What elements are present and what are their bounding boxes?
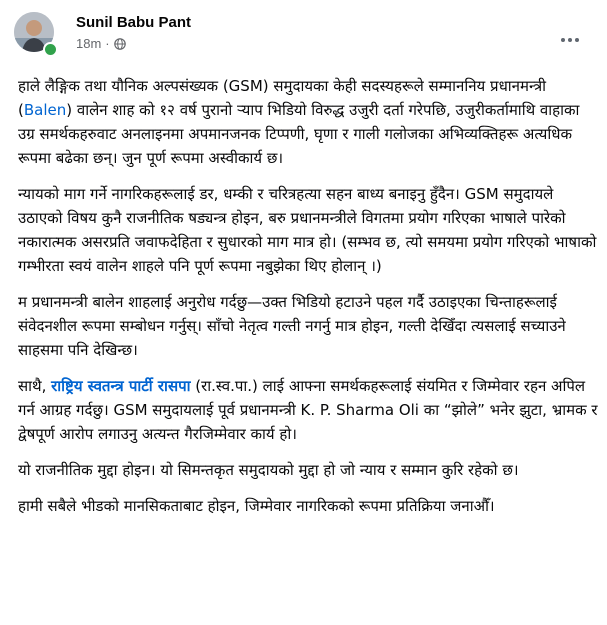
online-status-icon bbox=[43, 42, 58, 57]
mention-link[interactable]: Balen bbox=[23, 101, 67, 119]
paragraph-text: हामी सबैले भीडको मानसिकताबाट होइन, जिम्मेवार नागरिकको रूपमा प्रतिक्रिया जनाऔँ। bbox=[18, 497, 495, 515]
paragraph-text: न्यायको माग गर्ने नागरिकहरूलाई डर, धम्की र चरित्रहत्या सहन बाध्य बनाइनु हुँदैन। GSM समुदायले उठाएको विषय कुनै राजनीतिक षड्यन्त्र होइन, बरु प्रधानमन्त्रीले विगतमा प्रयोग गरिएका भाषाले पारेको नकारात्मक असरप्रति जवाफदेहिता र सुधारको माग मात्र हो। (सम्भव छ, त्यो समयमा प्रयोग गरिएको भाषाको गम्भीरता स्वयं वालेन शाहले पनि पूर्ण रूपमा नबुझेका थिए होलान् ।) bbox=[18, 185, 597, 275]
post-paragraph bbox=[18, 182, 598, 278]
post-meta bbox=[76, 36, 126, 51]
paragraph-text: साथै, bbox=[18, 377, 52, 395]
paragraph-text: हाले लैङ्गिक तथा यौनिक अल्पसंख्यक (GSM) समुदायका केही सदस्यहरूले सम्माननिय प्रधानमन्त्री ( bbox=[18, 77, 547, 119]
meta-separator: · bbox=[105, 36, 110, 51]
page-mention-link[interactable]: राष्ट्रिय स्वतन्त्र पार्टी रासपा bbox=[51, 377, 191, 395]
post-paragraph bbox=[18, 494, 598, 518]
paragraph-text: (रा.स्व.पा.) लाई आफ्ना समर्थकहरूलाई संयमित र जिम्मेवार रहन अपिल गर्न आग्रह गर्दछु। GSM समुदायलाई पूर्व प्रधानमन्त्री K. P. Sharma Oli का “झोले” भनेर झुटा, भ्रामक र द्वेषपूर्ण आरोप लगाउनु अत्यन्त गैरजिम्मेवार कार्य हो। bbox=[18, 377, 598, 443]
globe-icon[interactable] bbox=[114, 38, 126, 50]
author-name[interactable]: Sunil Babu Pant bbox=[76, 14, 192, 31]
post-paragraph bbox=[18, 458, 598, 482]
paragraph-text: यो राजनीतिक मुद्दा होइन। यो सिमन्तकृत समुदायको मुद्दा हो जो न्याय र सम्मान कुरि रहेको छ। bbox=[18, 461, 519, 479]
paragraph-text: ) वालेन शाह को १२ वर्ष पुरानो र्‍याप भिडियो विरुद्ध उजुरी दर्ता गरेपछि, उजुरीकर्तामाथि वाहाका उग्र समर्थकहरुवाट अनलाइनमा अपमानजनक टिप्पणी, घृणा र गाली गलोजका अभिव्यक्तिहरू अत्यधिक रूपमा बढेका छन्। जुन पूर्ण रूपमा अस्वीकार्य छ। bbox=[18, 101, 580, 167]
post-timestamp[interactable]: 18m bbox=[76, 36, 102, 51]
post-paragraph bbox=[18, 374, 598, 446]
paragraph-text: म प्रधानमन्त्री बालेन शाहलाई अनुरोध गर्दछु—उक्त भिडियो हटाउने पहल गर्दै उठाइएका चिन्ताहरूलाई संवेदनशील रूपमा सम्बोधन गर्नुस्। साँचो नेतृत्व गल्ती नगर्नु मात्र होइन, गल्ती देखिँदा त्यसलाई सच्याउने साहसमा पनि देखिन्छ। bbox=[18, 293, 566, 359]
post-body bbox=[18, 74, 598, 530]
post-paragraph bbox=[18, 74, 598, 170]
post-paragraph bbox=[18, 290, 598, 362]
post-header bbox=[14, 12, 607, 62]
more-options-icon[interactable] bbox=[555, 30, 585, 50]
